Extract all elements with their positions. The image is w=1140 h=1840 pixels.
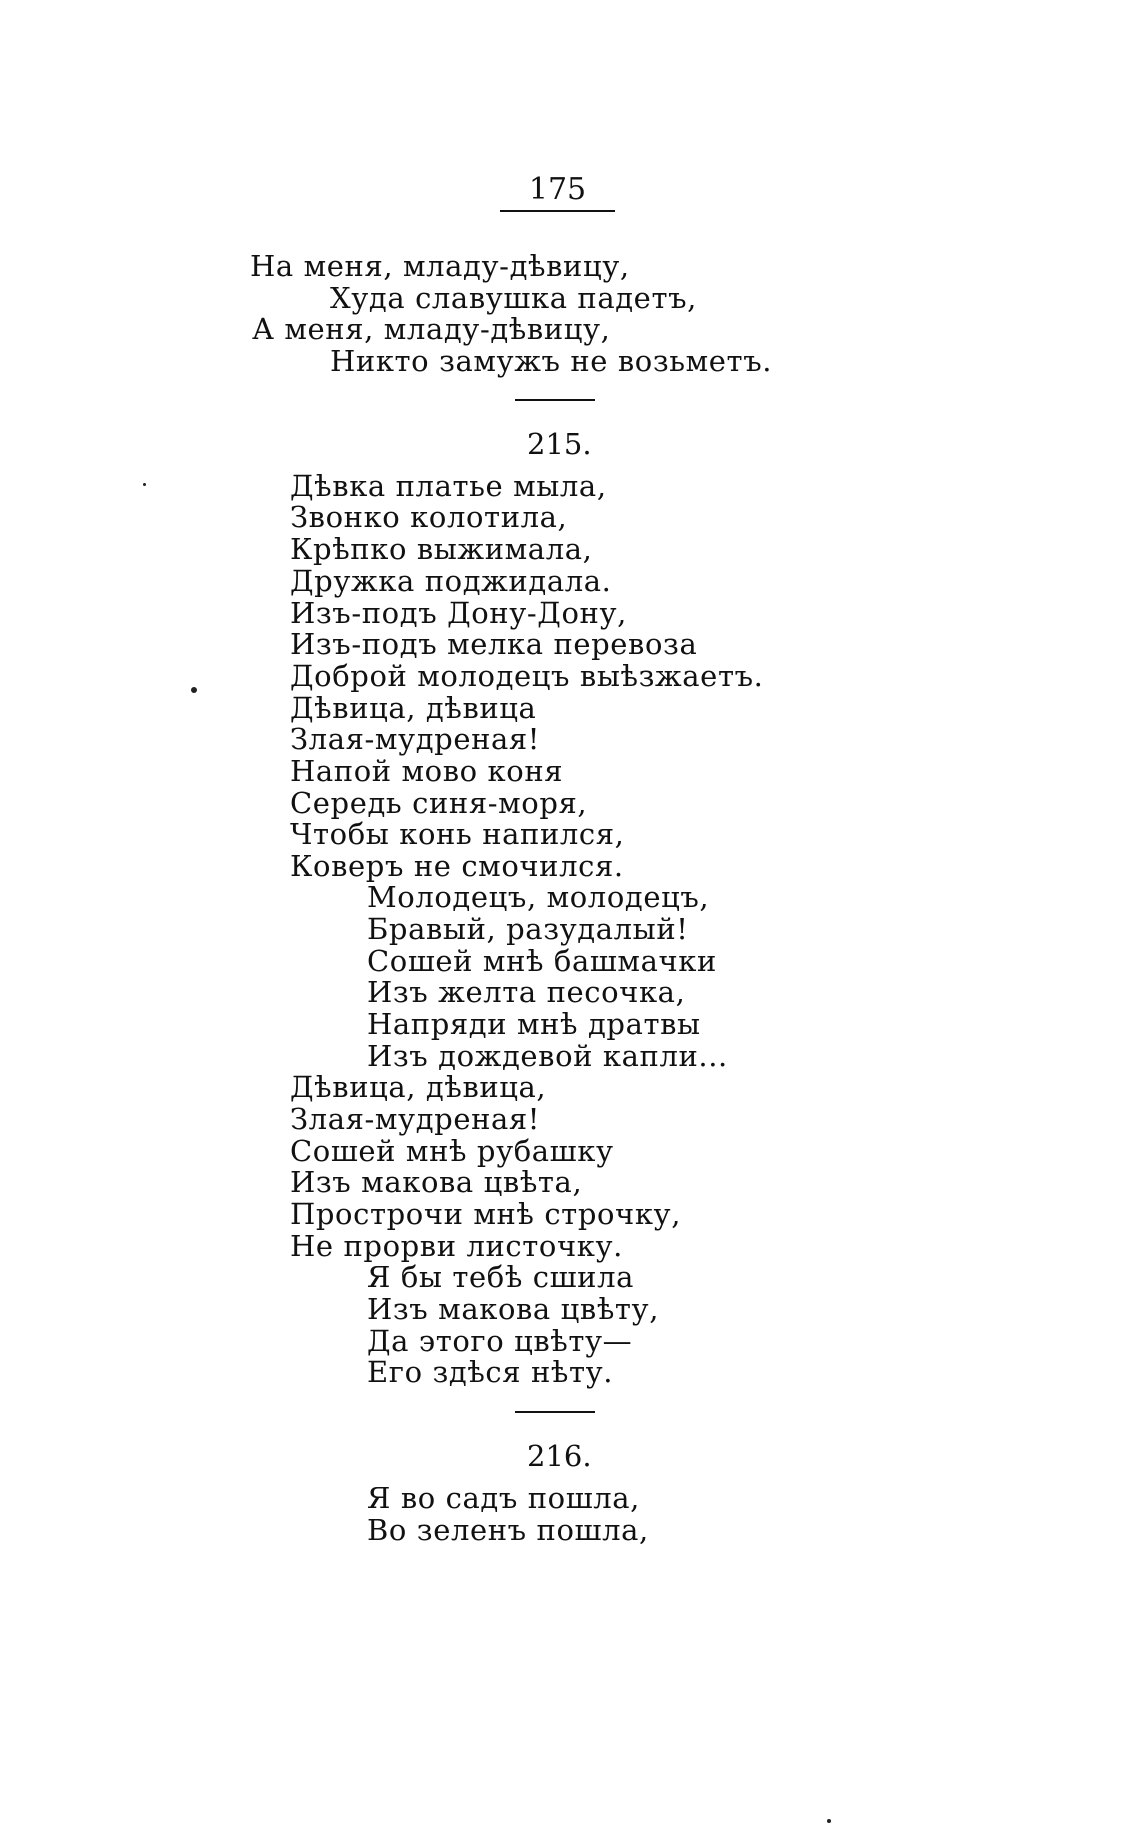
verse-line: Чтобы конь напился, [290, 817, 625, 851]
verse-line: Изъ желта песочка, [367, 975, 686, 1009]
verse-line: Напой мово коня [290, 754, 564, 788]
verse-line: Во зеленъ пошла, [367, 1513, 649, 1547]
section-number: 216. [527, 1439, 592, 1473]
verse-line: Крѣпко выжимала, [290, 532, 593, 566]
verse-line: Молодецъ, молодецъ, [367, 880, 710, 914]
verse-line: Я бы тебѣ сшила [367, 1260, 635, 1294]
verse-line: А меня, младу-дѣвицу, [252, 312, 611, 346]
verse-line: Худа славушка падетъ, [330, 281, 697, 315]
verse-line: Никто замужъ не возьметъ. [330, 344, 773, 378]
scan-speck [143, 483, 146, 486]
page-number: 175 [528, 172, 587, 207]
verse-line: Прострочи мнѣ строчку, [290, 1197, 682, 1231]
verse-line: Не прорви листочку. [290, 1229, 623, 1263]
verse-line: Дѣвица, дѣвица [290, 691, 537, 725]
scan-speck [827, 1819, 831, 1823]
section-number: 215. [527, 427, 592, 461]
verse-line: Доброй молодецъ выѣзжаетъ. [290, 659, 764, 693]
verse-line: Дѣвица, дѣвица, [290, 1070, 547, 1104]
verse-line: Злая-мудреная! [290, 1102, 541, 1136]
verse-line: Изъ-подъ мелка перевоза [290, 627, 698, 661]
verse-line: Звонко колотила, [290, 500, 568, 534]
verse-line: Я во садъ пошла, [367, 1481, 640, 1515]
verse-line: Середь синя-моря, [290, 786, 588, 820]
verse-line: Изъ-подъ Дону-Дону, [290, 596, 627, 630]
verse-line: Бравый, разудалый! [367, 912, 689, 946]
section-separator [515, 399, 595, 401]
verse-line: Изъ макова цвѣту, [367, 1292, 660, 1326]
verse-line: Его здѣся нѣту. [367, 1355, 614, 1389]
page-number-rule [500, 210, 615, 212]
verse-line: Изъ макова цвѣта, [290, 1165, 583, 1199]
verse-line: Сошей мнѣ рубашку [290, 1134, 614, 1168]
verse-line: Злая-мудреная! [290, 722, 541, 756]
scan-speck [191, 687, 197, 693]
section-separator [515, 1411, 595, 1413]
verse-line: Да этого цвѣту— [367, 1324, 633, 1358]
verse-line: Сошей мнѣ башмачки [367, 944, 717, 978]
verse-line: На меня, младу-дѣвицу, [250, 249, 630, 283]
verse-line: Коверъ не смочился. [290, 849, 624, 883]
verse-line: Изъ дождевой капли... [367, 1039, 728, 1073]
verse-line: Напряди мнѣ дратвы [367, 1007, 701, 1041]
verse-line: Дѣвка платье мыла, [290, 469, 607, 503]
verse-line: Дружка поджидала. [290, 564, 612, 598]
